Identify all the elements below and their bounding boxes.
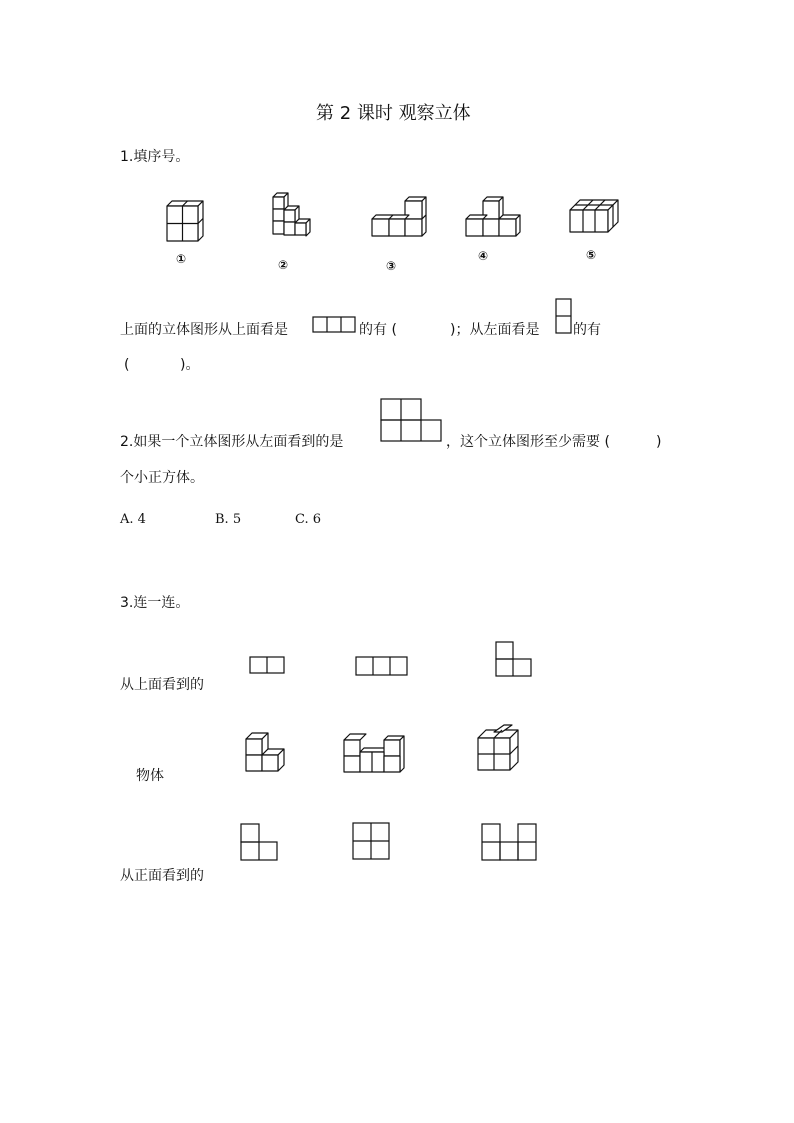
object-1 bbox=[242, 732, 292, 776]
front-view-2 bbox=[352, 822, 392, 862]
q2-line1-c: ) bbox=[656, 434, 662, 450]
q1-figure-2 bbox=[268, 190, 324, 244]
q3-row-top: 从上面看到的 bbox=[120, 677, 204, 693]
q1-line2-a: ( bbox=[124, 357, 130, 373]
front-view-3 bbox=[481, 823, 539, 863]
page-title: 第 2 课时 观察立体 bbox=[316, 103, 471, 124]
q1-line1-c: )；从左面看是 bbox=[450, 322, 540, 338]
q1-figure-4 bbox=[462, 196, 526, 240]
object-2 bbox=[340, 730, 406, 776]
q1-line2-b: )。 bbox=[180, 357, 200, 373]
two-stacked-squares-icon bbox=[555, 298, 573, 336]
q2-option-b: B. 5 bbox=[215, 512, 242, 527]
front-view-1 bbox=[240, 823, 280, 863]
q1-label-5: ⑤ bbox=[586, 248, 597, 262]
left-view-figure bbox=[380, 398, 444, 444]
q1-line1-b: 的有 ( bbox=[359, 322, 397, 338]
q2-line1-b: ，这个立体图形至少需要 ( bbox=[446, 434, 610, 450]
q1-figure-5 bbox=[566, 196, 624, 238]
q3-row-front: 从正面看到的 bbox=[120, 868, 204, 884]
q3-row-object: 物体 bbox=[136, 768, 164, 784]
q1-line1-d: 的有 bbox=[573, 322, 601, 338]
q1-label-2: ② bbox=[278, 258, 289, 272]
q1-label-4: ④ bbox=[478, 249, 489, 263]
q3-prompt: 3.连一连。 bbox=[120, 595, 190, 611]
object-3 bbox=[474, 724, 524, 776]
top-view-3 bbox=[495, 641, 535, 679]
q1-label-3: ③ bbox=[386, 259, 397, 273]
q2-line1-a: 2.如果一个立体图形从左面看到的是 bbox=[120, 434, 344, 450]
q1-line1-a: 上面的立体图形从上面看是 bbox=[120, 322, 288, 338]
three-squares-icon bbox=[312, 316, 358, 334]
top-view-1 bbox=[249, 656, 287, 676]
top-view-2 bbox=[355, 656, 409, 678]
q1-figure-3 bbox=[368, 196, 432, 240]
q1-figure-1 bbox=[162, 198, 212, 244]
q2-line2: 个小正方体。 bbox=[120, 470, 204, 486]
q1-prompt: 1.填序号。 bbox=[120, 149, 190, 165]
q1-label-1: ① bbox=[176, 252, 187, 266]
q2-option-a: A. 4 bbox=[120, 512, 146, 527]
q2-option-c: C. 6 bbox=[295, 512, 322, 527]
